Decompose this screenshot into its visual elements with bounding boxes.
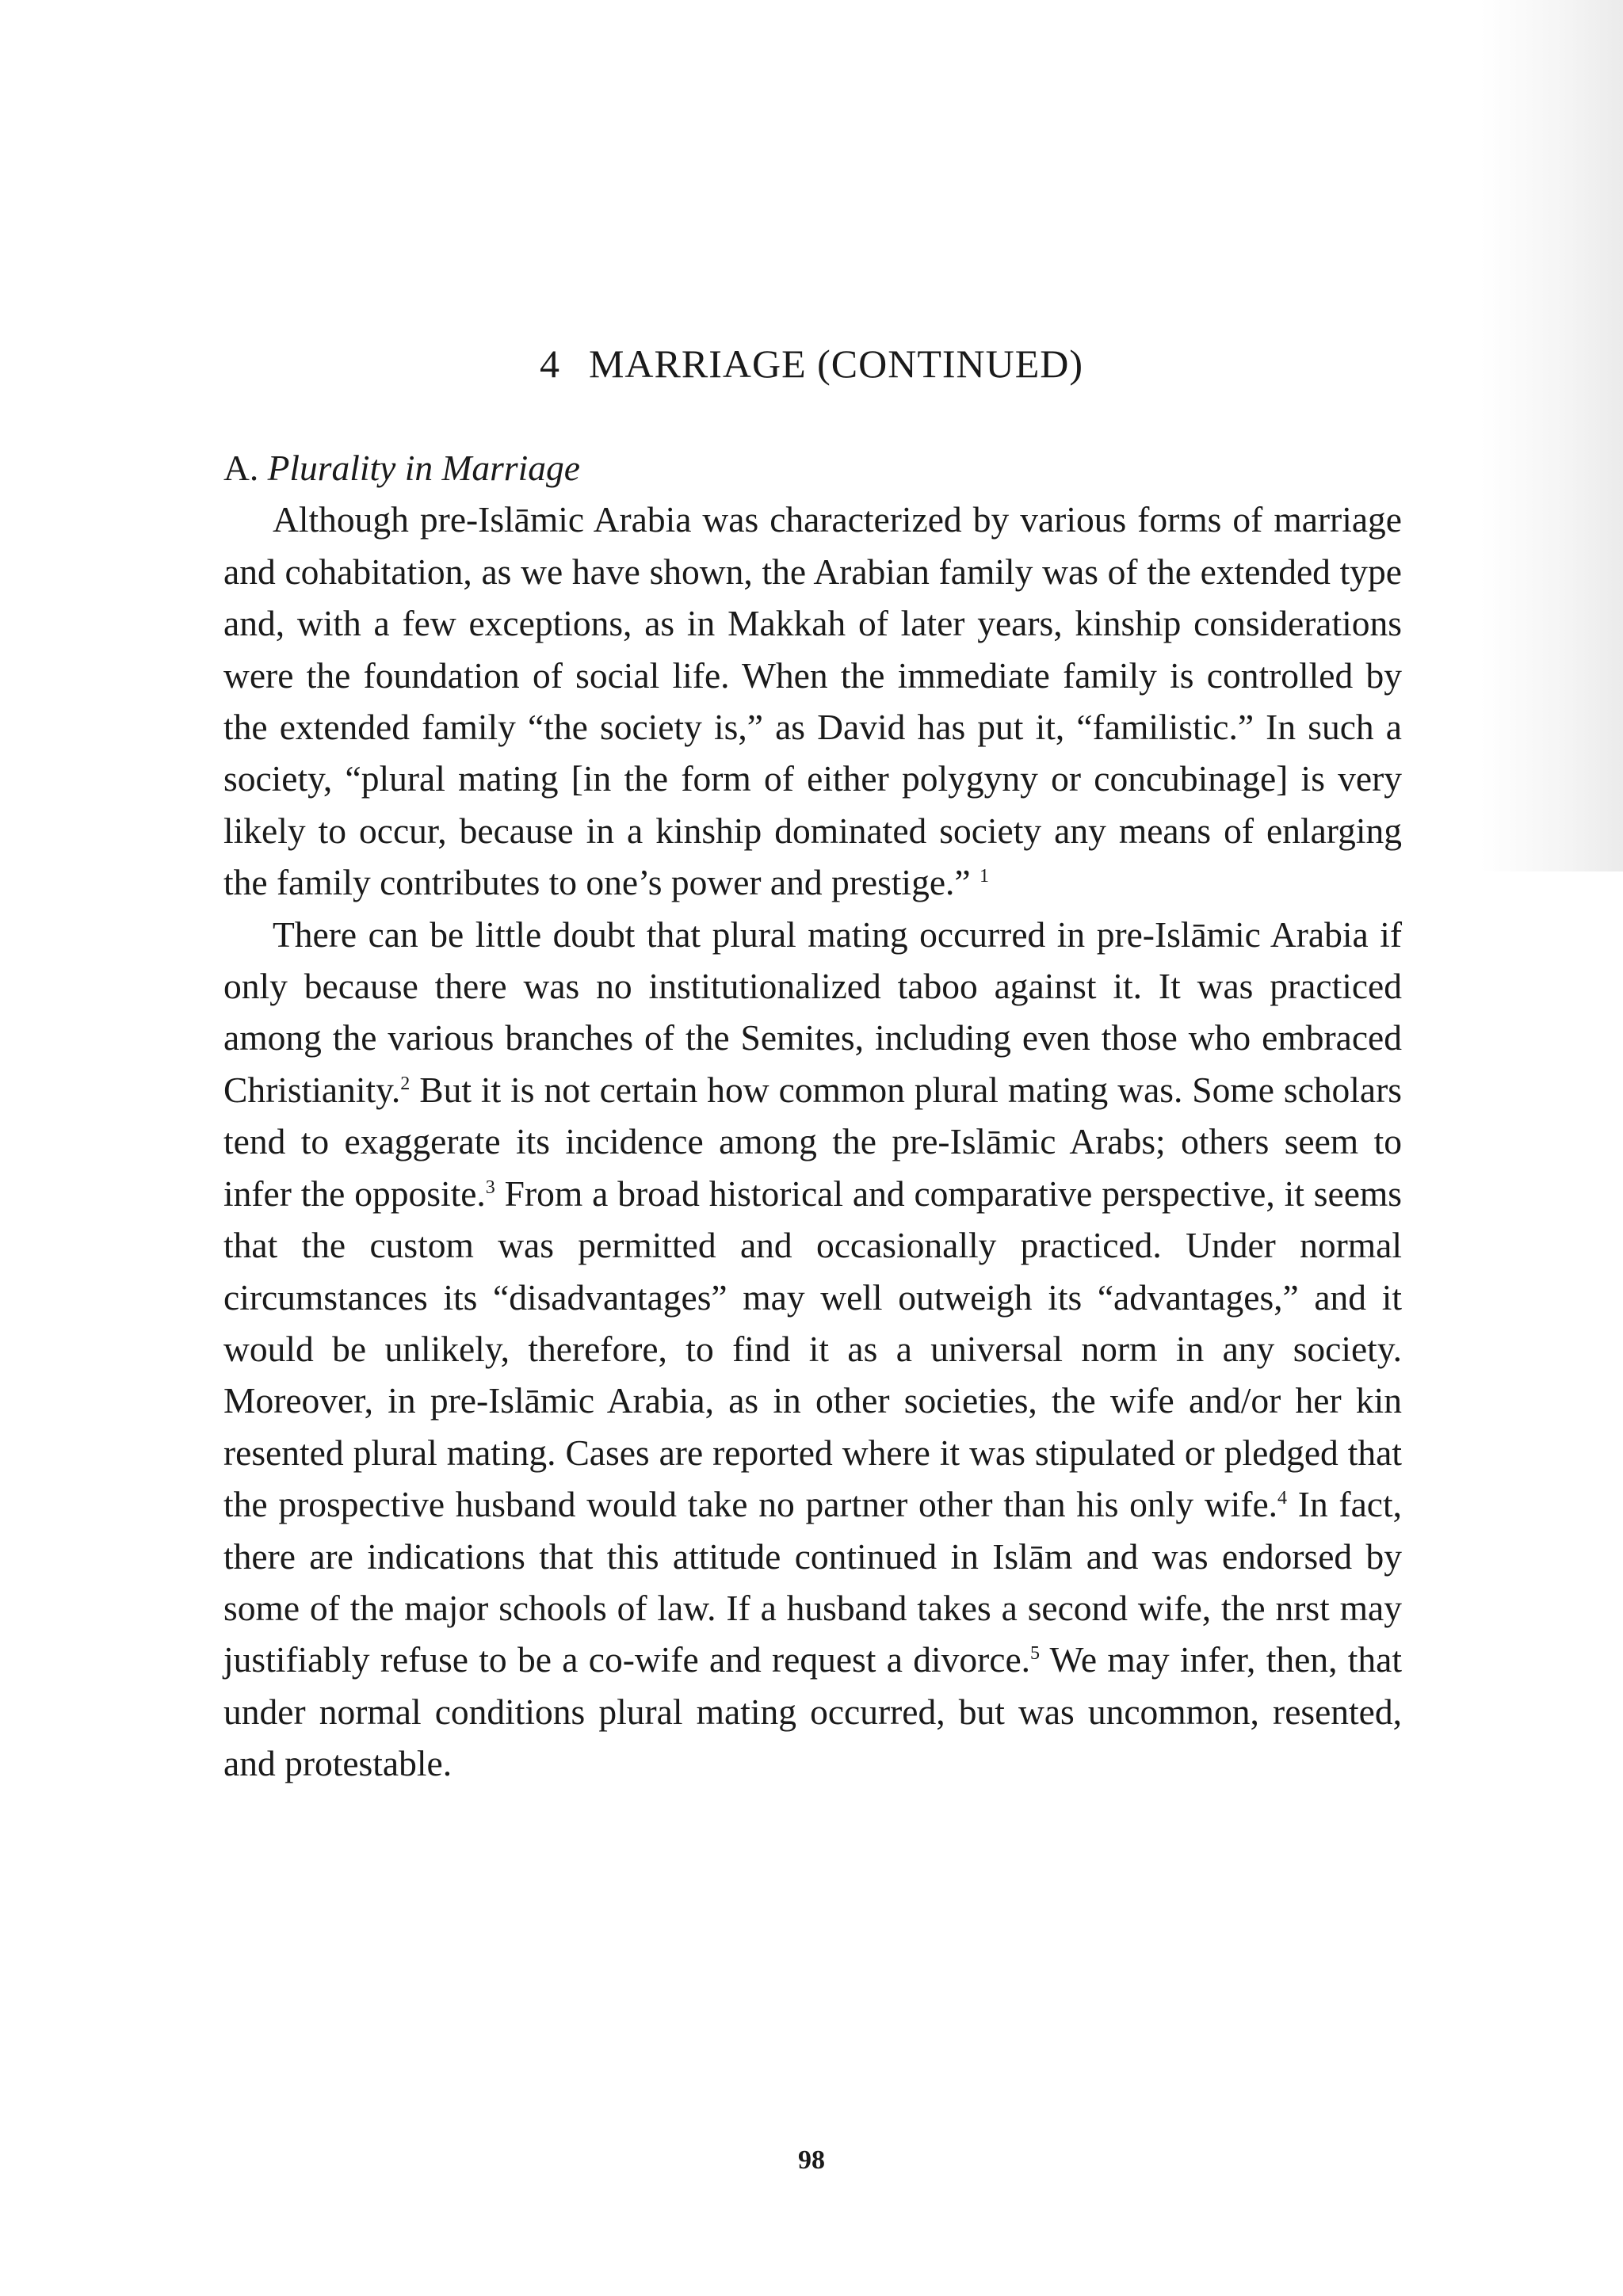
paragraph-2-text-5: We may infer, then, that under normal conditions plural mating occurred, but was uncommon, resented, and protestable. xyxy=(223,1639,1402,1784)
page-edge-shadow xyxy=(1480,0,1623,871)
footnote-marker: 3 xyxy=(485,1177,495,1198)
page-number: 98 xyxy=(798,2145,825,2175)
chapter-number: 4 xyxy=(539,341,560,386)
paragraph-2-text-1: There can be little doubt that plural mating occurred in pre-Islāmic Arabia if only because there was no institutionalized taboo against it. It was practiced among the various branches of the Semites, including even those who embraced Christianity. xyxy=(223,913,1402,1110)
paragraph-2-text-3: From a broad historical and comparative perspective, it seems that the custom was permitted and occasionally practiced. Under normal circumstances its “disadvantages” may well outweigh its “advantages,” and it would be unlikely, therefore, to find it as a universal norm in any society. Moreover, in pre-Islāmic Arabia, as in other societies, the wife and/or her kin resented plural mating. Cases are reported where it was stipulated or pledged that the prospective husband would take no partner other than his only wife. xyxy=(223,1173,1402,1525)
paragraph-2-text-2: But it is not certain how common plural mating was. Some scholars tend to exaggerate its incidence among the pre-Islāmic Arabs; others seem to infer the opposite. xyxy=(223,1069,1402,1214)
body-text xyxy=(223,442,1402,1790)
section-letter: A. xyxy=(223,448,259,488)
paragraph-1 xyxy=(223,494,1402,908)
footnote-marker: 5 xyxy=(1030,1643,1041,1665)
paragraph-1-text: Although pre-Islāmic Arabia was characterized by various forms of marriage and cohabitation, as we have shown, the Arabian family was of the extended type and, with a few exceptions, as in Makkah of later years, kinship considerations were the foundation of social life. When the immediate family is controlled by the extended family “the society is,” as David has put it, “familistic.” In such a society, “plural mating [in the form of either polygyny or concubinage] is very likely to occur, because in a kinship dominated society any means of enlarging the family contributes to one’s power and prestige.” xyxy=(223,499,1402,903)
section-title: Plurality in Marriage xyxy=(267,448,580,488)
paragraph-2-text-4: In fact, there are indications that this attitude continued in Islām and was endorsed by some of the major schools of law. If a husband takes a second wife, the nrst may justifiably refuse to be a co-wife and request a divorce. xyxy=(223,1484,1402,1680)
paragraph-2 xyxy=(223,909,1402,1790)
footnote-marker: 1 xyxy=(979,866,989,887)
footnote-marker: 2 xyxy=(400,1073,411,1094)
chapter-title-text: MARRIAGE (CONTINUED) xyxy=(588,341,1084,386)
footnote-marker: 4 xyxy=(1277,1487,1288,1508)
chapter-title xyxy=(0,341,1623,387)
section-heading xyxy=(223,442,1402,494)
